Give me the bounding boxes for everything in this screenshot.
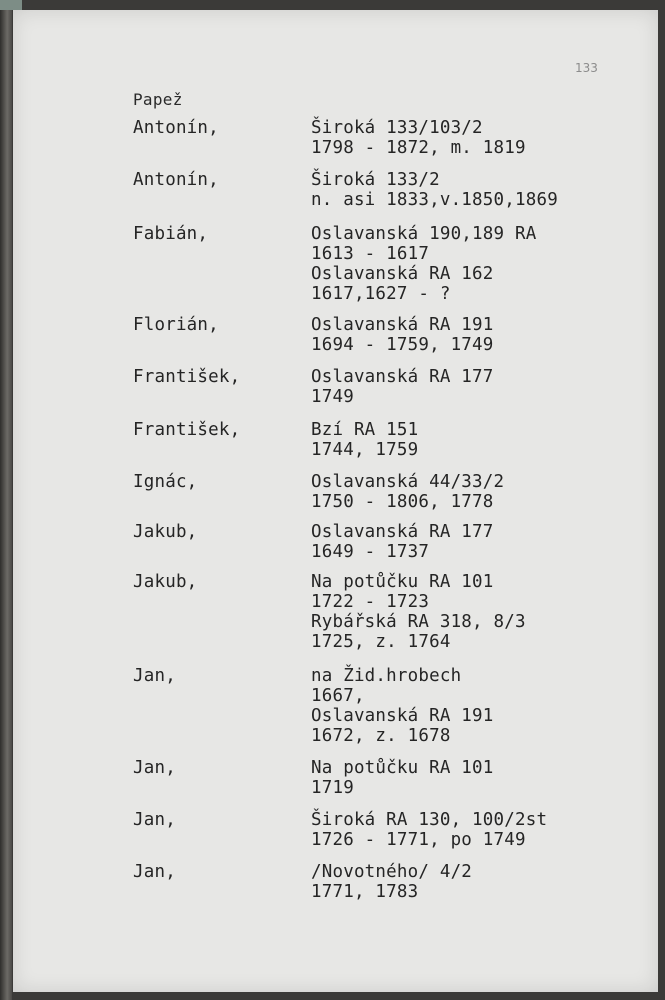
entry-given-name: Florián, bbox=[133, 315, 219, 335]
entry-detail-line: 1771, 1783 bbox=[311, 882, 419, 902]
entry-given-name: Fabián, bbox=[133, 224, 209, 244]
entry-detail-line: Na potůčku RA 101 bbox=[311, 572, 494, 592]
entry-detail-line: 1672, z. 1678 bbox=[311, 726, 451, 746]
entry-detail-line: Široká RA 130, 100/2st bbox=[311, 810, 548, 830]
entry-detail-line: 1719 bbox=[311, 778, 354, 798]
entry-detail-line: Oslavanská RA 191 bbox=[311, 706, 494, 726]
page-number: 133 bbox=[575, 61, 598, 75]
entry-detail-line: Bzí RA 151 bbox=[311, 420, 419, 440]
entry-given-name: Antonín, bbox=[133, 118, 219, 138]
surname-heading: Papež bbox=[133, 90, 183, 109]
entry-detail-line: Široká 133/103/2 bbox=[311, 118, 483, 138]
entry-detail-line: n. asi 1833,v.1850,1869 bbox=[311, 190, 558, 210]
entry-detail-line: 1798 - 1872, m. 1819 bbox=[311, 138, 526, 158]
entry-detail-line: 1617,1627 - ? bbox=[311, 284, 451, 304]
entry-detail-line: 1694 - 1759, 1749 bbox=[311, 335, 494, 355]
entry-detail-line: Oslavanská 190,189 RA bbox=[311, 224, 537, 244]
entry-given-name: Jan, bbox=[133, 666, 176, 686]
entry-given-name: Jan, bbox=[133, 758, 176, 778]
entry-detail-line: na Žid.hrobech bbox=[311, 666, 462, 686]
book-binding bbox=[0, 0, 12, 1000]
entry-given-name: Jakub, bbox=[133, 572, 198, 592]
binding-tab bbox=[0, 0, 22, 10]
entry-detail-line: Oslavanská RA 177 bbox=[311, 522, 494, 542]
entry-detail-line: 1649 - 1737 bbox=[311, 542, 430, 562]
entry-given-name: Jan, bbox=[133, 862, 176, 882]
entry-detail-line: 1613 - 1617 bbox=[311, 244, 430, 264]
entry-detail-line: Oslavanská 44/33/2 bbox=[311, 472, 505, 492]
entry-detail-line: Na potůčku RA 101 bbox=[311, 758, 494, 778]
entry-detail-line: 1749 bbox=[311, 387, 354, 407]
entry-detail-line: /Novotného/ 4/2 bbox=[311, 862, 473, 882]
entry-given-name: Antonín, bbox=[133, 170, 219, 190]
entry-given-name: Jakub, bbox=[133, 522, 198, 542]
entry-detail-line: Oslavanská RA 162 bbox=[311, 264, 494, 284]
entry-detail-line: 1744, 1759 bbox=[311, 440, 419, 460]
entry-detail-line: 1667, bbox=[311, 686, 365, 706]
entry-detail-line: 1726 - 1771, po 1749 bbox=[311, 830, 526, 850]
entry-detail-line: Oslavanská RA 177 bbox=[311, 367, 494, 387]
entry-given-name: František, bbox=[133, 367, 241, 387]
entry-detail-line: Široká 133/2 bbox=[311, 170, 440, 190]
entry-given-name: František, bbox=[133, 420, 241, 440]
entry-detail-line: 1722 - 1723 bbox=[311, 592, 430, 612]
entry-given-name: Ignác, bbox=[133, 472, 198, 492]
entry-detail-line: Rybářská RA 318, 8/3 bbox=[311, 612, 526, 632]
entry-detail-line: 1750 - 1806, 1778 bbox=[311, 492, 494, 512]
entry-detail-line: Oslavanská RA 191 bbox=[311, 315, 494, 335]
document-page bbox=[13, 10, 658, 992]
entry-detail-line: 1725, z. 1764 bbox=[311, 632, 451, 652]
entry-given-name: Jan, bbox=[133, 810, 176, 830]
